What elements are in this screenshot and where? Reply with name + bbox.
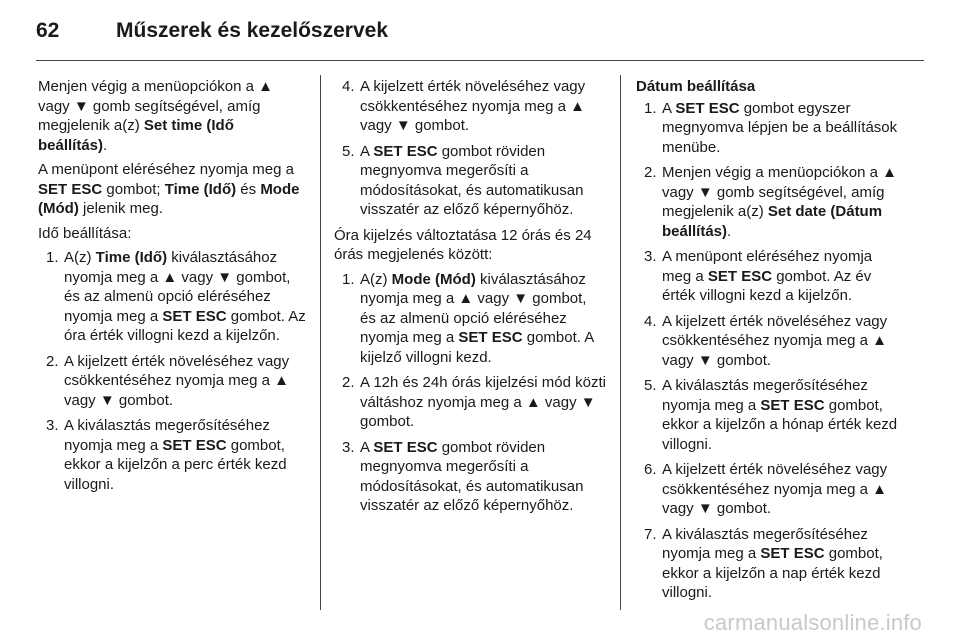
list-item (636, 460, 904, 519)
bold-term: Mode (Mód) (391, 270, 476, 288)
step-number: 3. (644, 248, 657, 265)
text-segment: kiválasztásához nyomja meg a ▲ vagy ▼ gombot, és az almenü opció eléréséhez nyomja meg a (360, 270, 587, 346)
bold-term: Time (Idő) (164, 180, 237, 198)
step-text (662, 100, 897, 156)
bold-term: SET ESC (760, 396, 825, 414)
step-text (662, 248, 872, 304)
bold-term: SET ESC (38, 180, 103, 198)
page-number: 62 (36, 19, 60, 42)
text-segment: Menjen végig a menüopciókon a ▲ vagy ▼ gomb segítségével, amíg megjelenik a(z) (662, 164, 897, 220)
list-item (636, 247, 904, 306)
text-segment: A kijelzett érték növeléséhez vagy csökkentéséhez nyomja meg a ▲ vagy ▼ gombot. (64, 352, 290, 409)
text-segment: A menüpont eléréséhez nyomja meg a (38, 161, 294, 178)
step-text (360, 439, 583, 515)
step-number: 4. (644, 312, 657, 330)
text-segment: gombot, ekkor a kijelzőn a hónap érték kezd villogni. (662, 396, 898, 453)
page-header (36, 14, 388, 48)
text-segment: A (360, 142, 374, 160)
step-text (662, 461, 887, 517)
text-segment: jelenik meg. (78, 200, 164, 217)
column-3 (636, 77, 904, 609)
list-item (636, 525, 904, 603)
text-segment: A kiválasztás megerősítéséhez nyomja meg a (662, 525, 868, 562)
list-item (334, 142, 606, 220)
column-divider-2 (620, 75, 621, 610)
step-number: 5. (342, 142, 355, 160)
bold-term: Set date (Dátum beállítás) (662, 203, 883, 240)
text-segment: A kiválasztás megerősítéséhez nyomja meg a (662, 377, 868, 414)
step-text (662, 526, 883, 602)
text-segment: A 12h és 24h órás kijelzési mód közti váltáshoz nyomja meg a ▲ vagy ▼ gombot. (360, 374, 606, 430)
page-title: Műszerek és kezelőszervek (116, 19, 389, 42)
text-segment: gombot. A kijelző villogni kezd. (360, 329, 594, 366)
step-text (64, 417, 287, 493)
watermark: carmanualsonline.info (703, 610, 922, 635)
text-segment: és (236, 180, 261, 198)
step-text (64, 353, 289, 409)
step-number: 5. (644, 377, 657, 394)
text-segment: gombot, ekkor a kijelzőn a perc érték kezd villogni. (64, 436, 287, 493)
bold-term: SET ESC (760, 545, 825, 562)
text-segment: A(z) (360, 270, 392, 288)
list-item (38, 416, 306, 494)
text-segment: A kijelzett érték növeléséhez vagy csökkentéséhez nyomja meg a ▲ vagy ▼ gombot. (360, 78, 586, 134)
text-segment: kiválasztásához nyomja meg a ▲ vagy ▼ gombot, és az almenü opció eléréséhez nyomja meg a (64, 249, 291, 325)
intro-paragraph-2 (38, 160, 306, 219)
step-number: 4. (342, 78, 355, 95)
step-number: 7. (644, 525, 657, 543)
text-segment: A(z) (64, 249, 96, 266)
list-item (334, 270, 606, 368)
date-setting-title: Dátum beállítása (636, 78, 756, 95)
list-item (334, 373, 606, 432)
list-item (38, 248, 306, 346)
list-item (334, 438, 606, 516)
bold-term: SET ESC (707, 267, 773, 285)
step-text (662, 377, 897, 453)
text-segment: A kijelzett érték növeléséhez vagy csökkentéséhez nyomja meg a ▲ vagy ▼ gombot. (662, 312, 888, 369)
text-segment: A kijelzett érték növeléséhez vagy csökkentéséhez nyomja meg a ▲ vagy ▼ gombot. (662, 461, 888, 517)
step-text (360, 271, 593, 366)
bold-term: Set time (Idő beállítás) (38, 117, 234, 154)
text-segment: gombot. Az óra érték villogni kezd a kijelzőn. (64, 307, 306, 344)
header-rule (36, 60, 924, 61)
step-number: 1. (342, 270, 355, 288)
list-item (636, 312, 904, 371)
time-steps-continued-list (334, 77, 606, 220)
text-segment: A kiválasztás megerősítéséhez nyomja meg a (64, 417, 270, 454)
bold-term: Mode (Mód) (38, 180, 300, 217)
text-segment: . (727, 222, 732, 240)
bold-term: SET ESC (373, 438, 438, 456)
text-segment: gombot röviden megnyomva megerősíti a módosításokat, és automatikusan visszatér az előző képernyőhöz. (360, 142, 584, 218)
bold-term: SET ESC (458, 329, 523, 346)
step-number: 6. (644, 461, 657, 478)
column-divider-1 (320, 75, 321, 610)
list-item (636, 163, 904, 241)
step-text (360, 78, 585, 134)
text-segment: . (103, 136, 108, 154)
bold-term: Time (Idő) (95, 249, 168, 266)
date-steps-list (636, 99, 904, 603)
step-text (662, 164, 897, 240)
list-item (636, 376, 904, 454)
clock-format-steps-list (334, 270, 606, 516)
text-segment: gombot. Az év érték villogni kezd a kijelzőn. (662, 267, 872, 304)
step-number: 3. (46, 417, 59, 434)
text-segment: gombot, ekkor a kijelzőn a nap érték kezd villogni. (662, 545, 883, 601)
text-segment: A menüpont eléréséhez nyomja meg a (662, 248, 873, 285)
intro-paragraph-1 (38, 77, 306, 155)
step-number: 3. (342, 438, 355, 456)
time-steps-list (38, 248, 306, 494)
bold-term: SET ESC (162, 307, 227, 325)
bold-term: SET ESC (373, 142, 438, 160)
column-2 (334, 77, 606, 522)
list-item (636, 99, 904, 158)
bold-term: SET ESC (675, 99, 740, 117)
list-item (334, 77, 606, 136)
list-item (38, 352, 306, 411)
text-segment: gombot; (102, 180, 165, 198)
step-number: 1. (46, 249, 59, 266)
step-text (360, 143, 583, 219)
step-text (360, 374, 606, 430)
step-number: 2. (644, 164, 657, 181)
column-1 (38, 77, 306, 500)
step-text (64, 249, 306, 344)
step-number: 2. (342, 374, 355, 391)
time-setting-subtitle: Idő beállítása: (38, 224, 132, 242)
text-segment: Menjen végig a menüopciókon a ▲ vagy ▼ gomb segítségével, amíg megjelenik a(z) (38, 78, 273, 134)
step-number: 1. (644, 99, 657, 117)
step-number: 2. (46, 352, 59, 370)
text-segment: gombot egyszer megnyomva lépjen be a beállítások menübe. (662, 99, 898, 156)
text-segment: A (360, 438, 374, 456)
clock-format-paragraph: Óra kijelzés változtatása 12 órás és 24 órás megjelenés között: (334, 226, 592, 263)
bold-term: SET ESC (162, 436, 227, 454)
text-segment: A (662, 99, 676, 117)
step-text (662, 313, 887, 369)
text-segment: gombot röviden megnyomva megerősíti a módosításokat, és automatikusan visszatér az előző képernyőhöz. (360, 438, 584, 514)
